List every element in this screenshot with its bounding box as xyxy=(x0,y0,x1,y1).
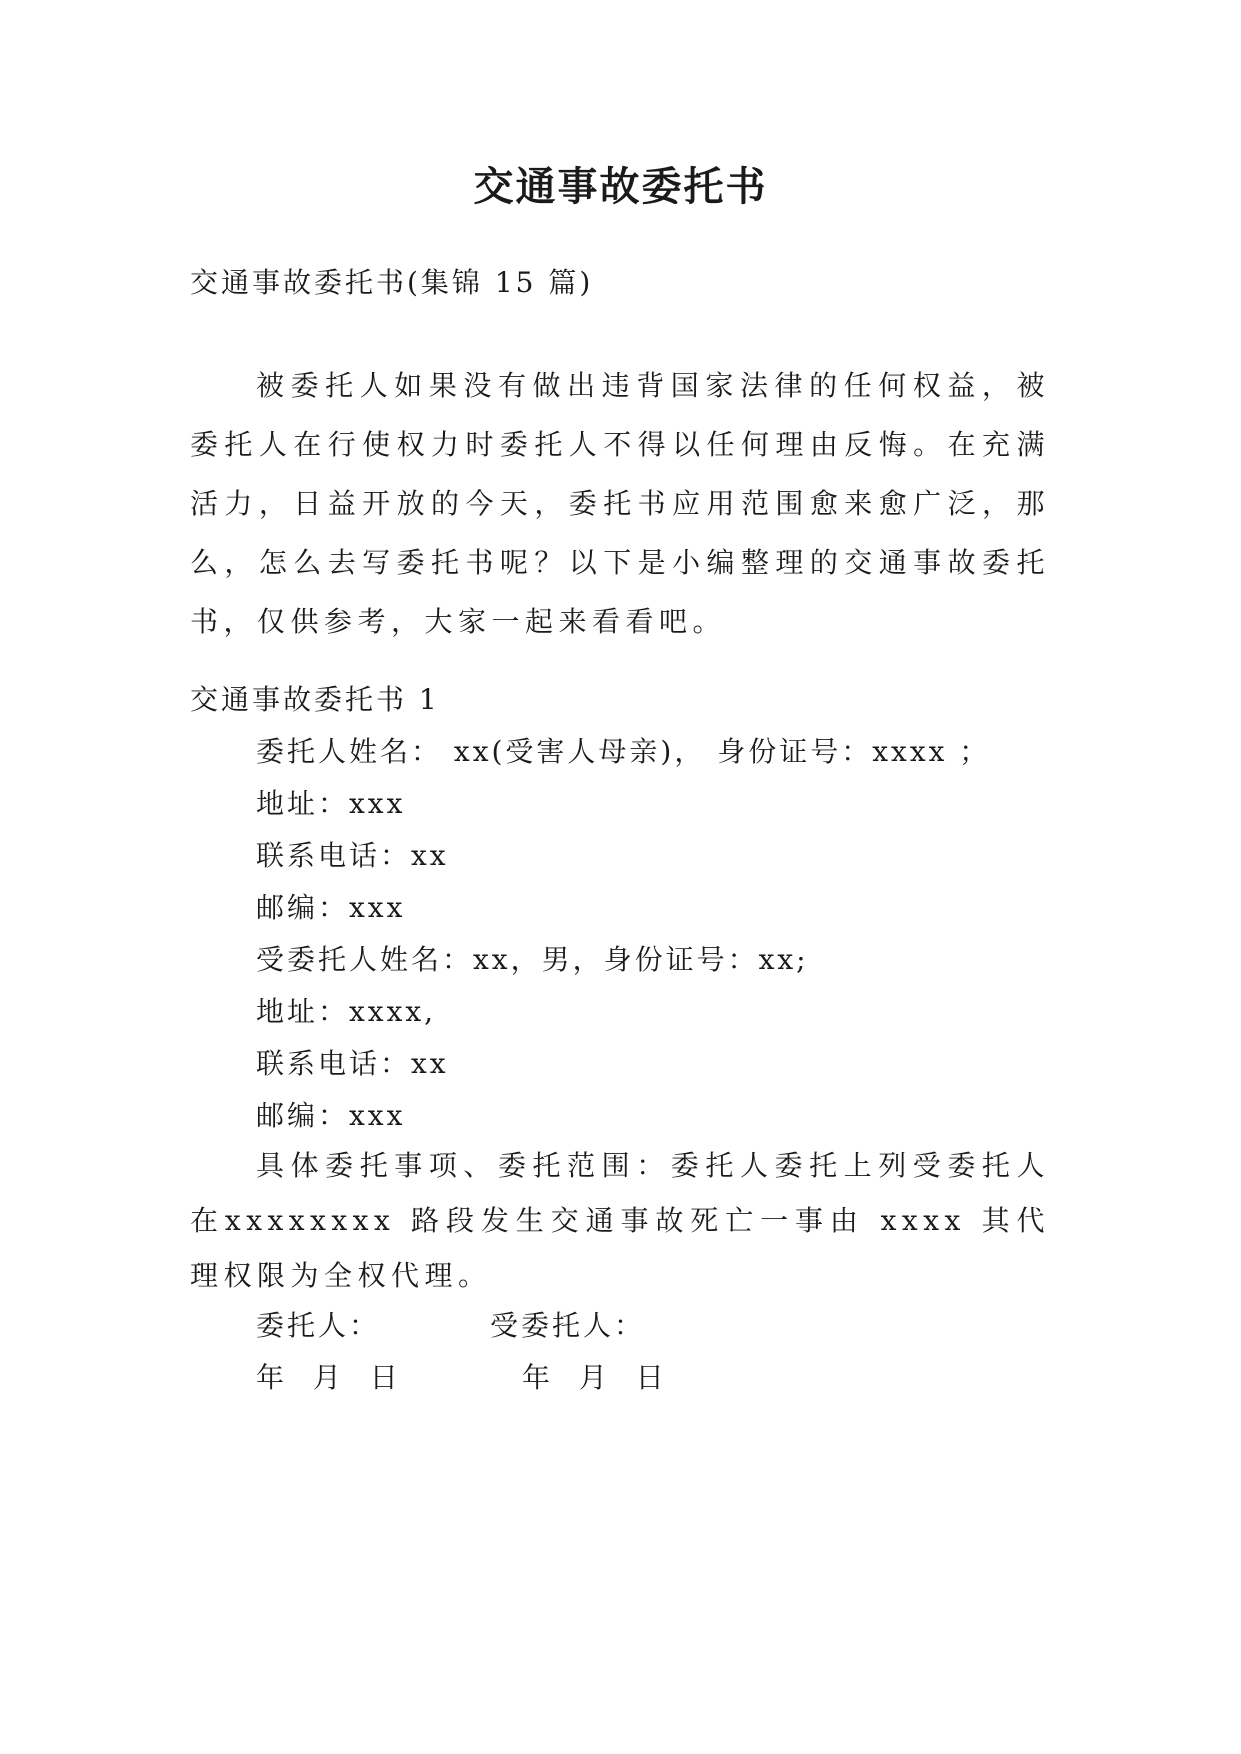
principal-address-line: 地址：xxx xyxy=(256,787,406,820)
agent-postcode-line: 邮编：xxx xyxy=(256,1099,406,1132)
scope-paragraph: 具体委托事项、委托范围：委托人委托上列受委托人在xxxxxxxx 路段发生交通事故死亡一事由 xxxx 其代理权限为全权代理。 xyxy=(190,1149,1050,1292)
document-subtitle: 交通事故委托书(集锦 15 篇) xyxy=(190,266,594,299)
principal-phone-line: 联系电话：xx xyxy=(256,839,449,872)
agent-phone-line: 联系电话：xx xyxy=(256,1047,449,1080)
agent-signature-label: 受委托人： xyxy=(490,1309,646,1342)
document-title: 交通事故委托书 xyxy=(473,163,768,210)
principal-signature-label: 委托人： xyxy=(256,1309,381,1342)
principal-postcode-line: 邮编：xxx xyxy=(256,891,406,924)
agent-name-line: 受委托人姓名：xx，男，身份证号：xx; xyxy=(256,943,809,976)
principal-date-line: 年 月 日 xyxy=(256,1361,401,1394)
intro-paragraph: 被委托人如果没有做出违背国家法律的任何权益，被委托人在行使权力时委托人不得以任何理由反悔。在充满活力，日益开放的今天，委托书应用范围愈来愈广泛，那么，怎么去写委托书呢？以下是小编整理的交通事故委托书，仅供参考，大家一起来看看吧。 xyxy=(190,369,1050,638)
section-heading: 交通事故委托书 1 xyxy=(190,683,440,716)
principal-name-line: 委托人姓名： xx(受害人母亲)， 身份证号：xxxx ； xyxy=(256,735,991,768)
agent-date-line: 年 月 日 xyxy=(522,1361,667,1394)
agent-address-line: 地址：xxxx, xyxy=(256,995,437,1028)
